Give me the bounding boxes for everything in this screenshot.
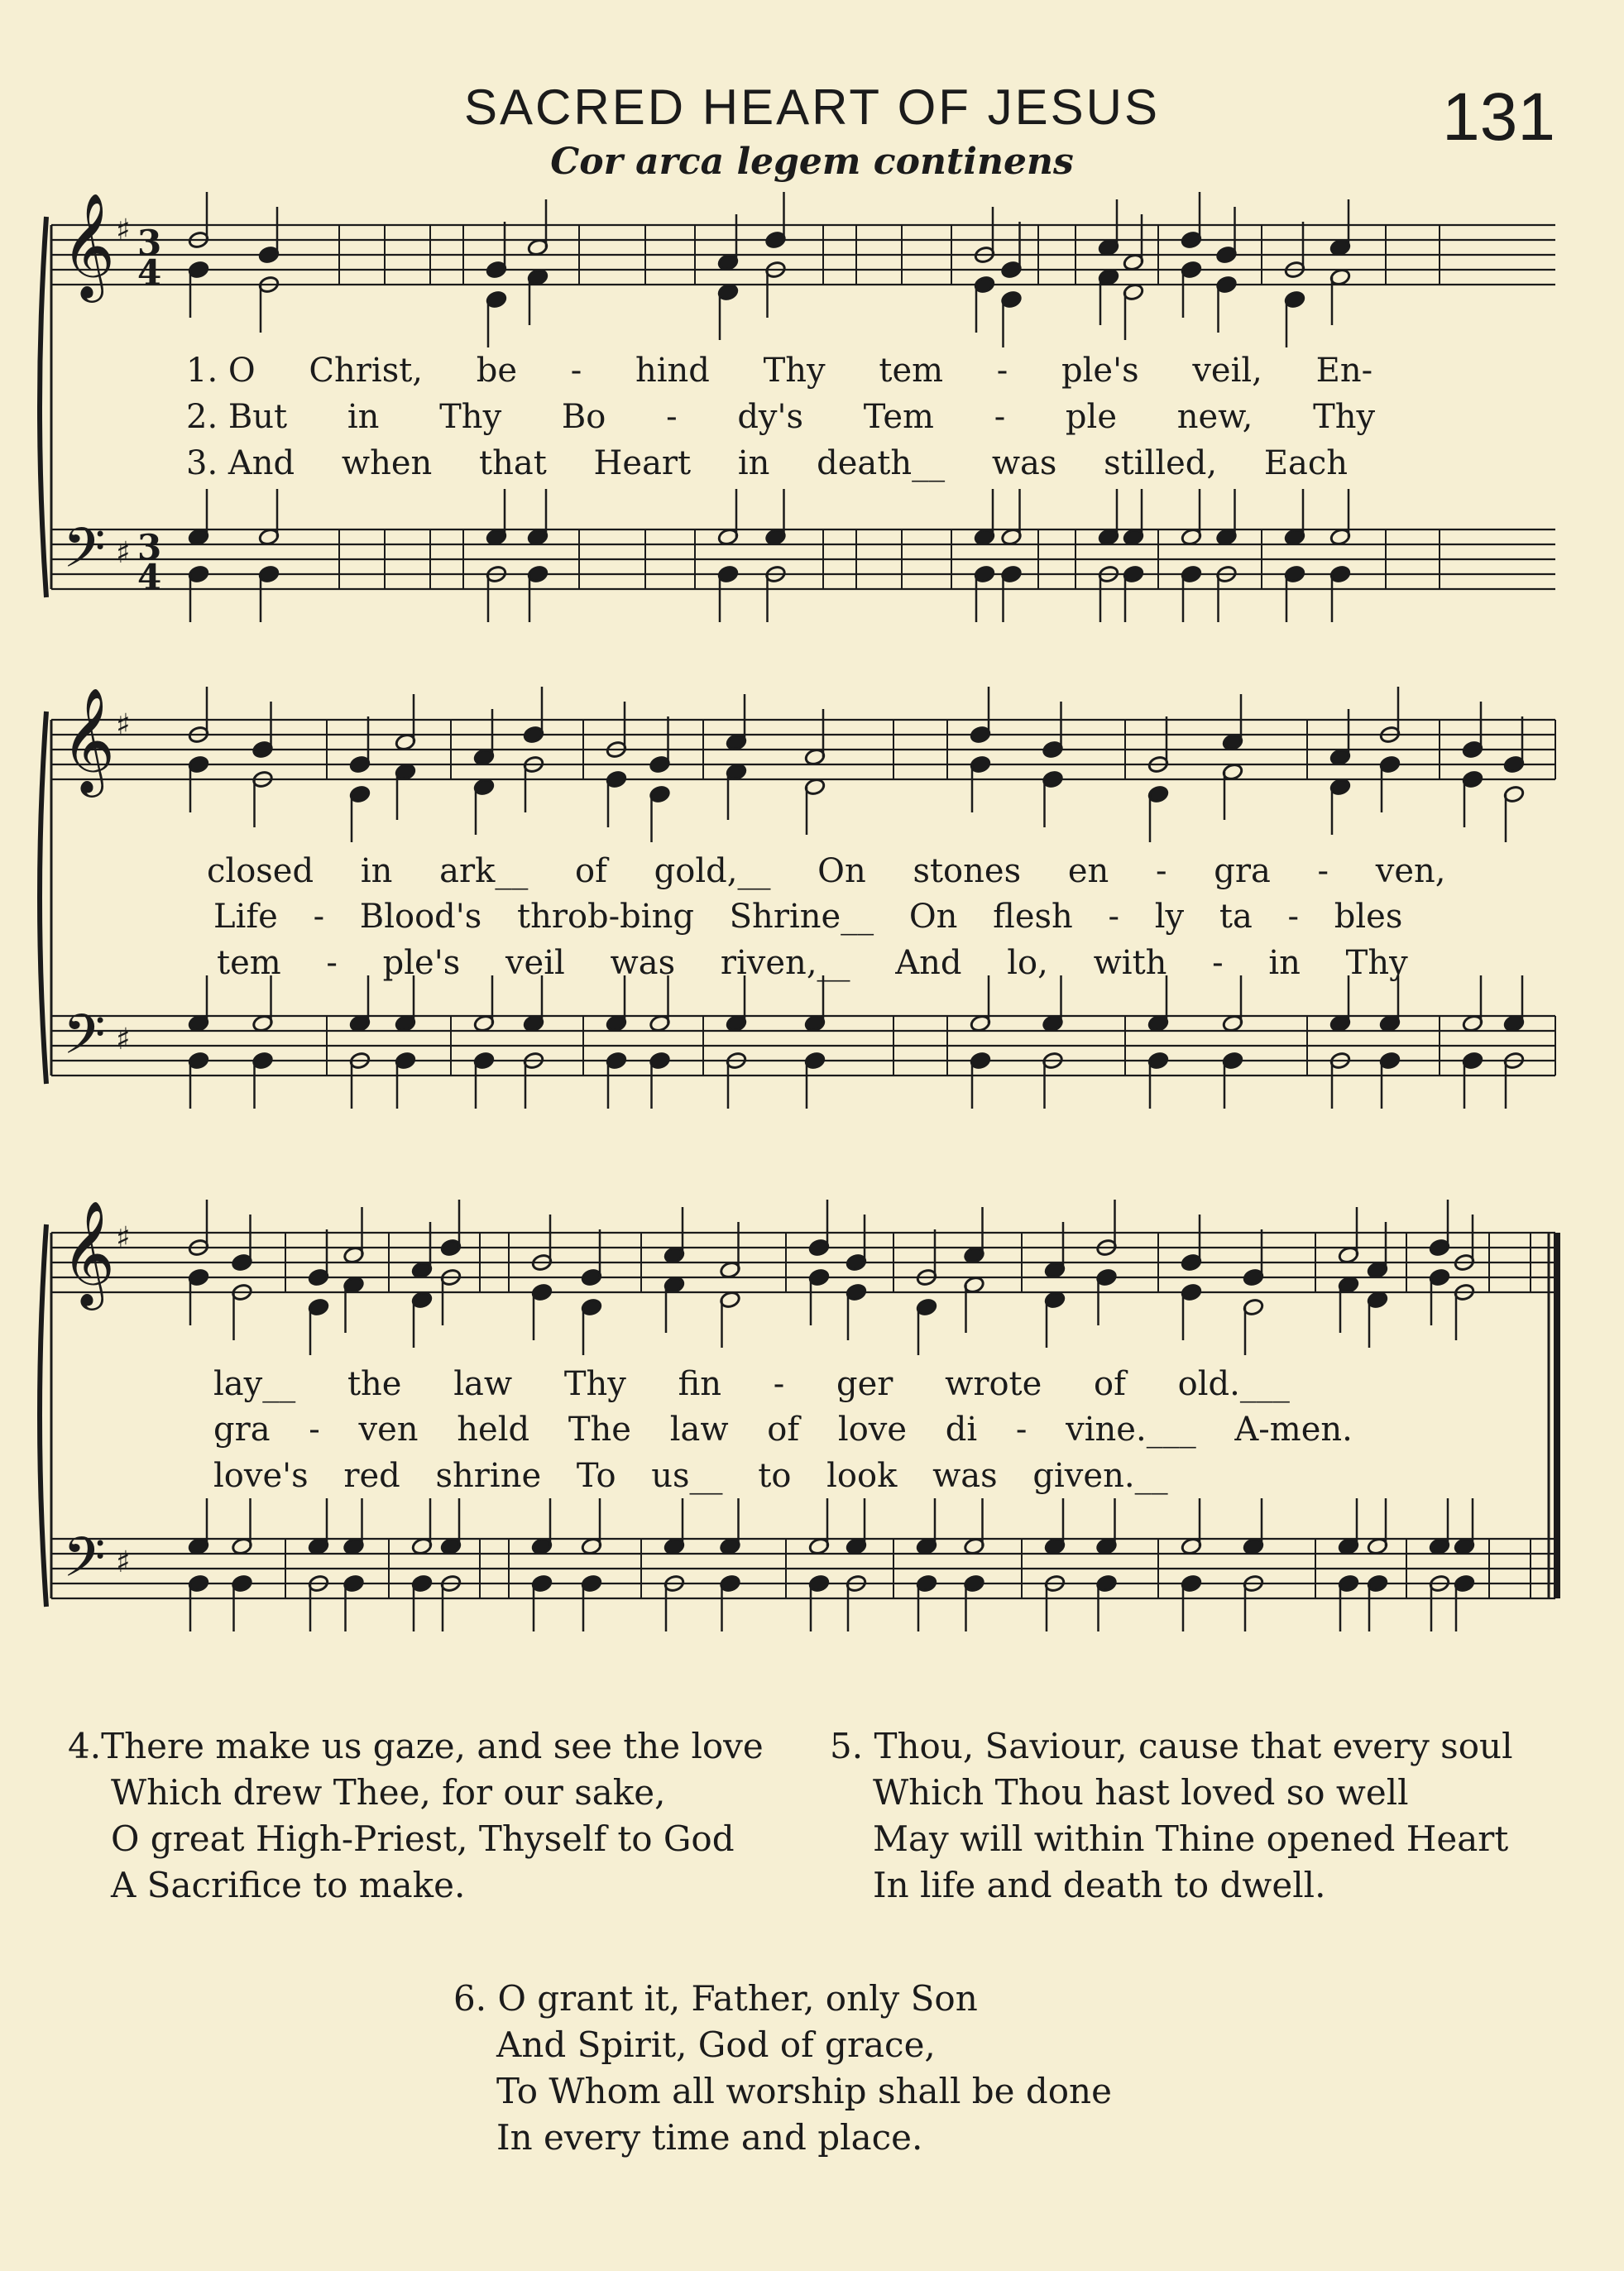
- bass-clef: 𝄢: [63, 516, 106, 593]
- lyric-line-s2-v2: [213, 894, 1402, 940]
- bass-clef: 𝄢: [63, 1003, 106, 1080]
- bass-clef: 𝄢: [63, 1526, 106, 1603]
- treble-clef: 𝄞: [61, 687, 116, 793]
- stanza-line: A Sacrifice to make.: [111, 1865, 466, 1905]
- key-signature-sharp: ♯: [116, 1221, 131, 1255]
- lyric-line-s1-v1: [186, 347, 1372, 394]
- lyric-text: Life - Blood's throb-bing Shrine__ On flesh - ly ta - bles: [213, 898, 1403, 936]
- page-number: 131: [1442, 79, 1555, 155]
- lyric-text: But in Thy Bo - dy's Tem - ple new, Thy: [228, 398, 1376, 436]
- lyric-line-s1-v2: [186, 394, 1375, 440]
- hymn-title: SACRED HEART OF JESUS: [464, 79, 1160, 135]
- lyric-text: And when that Heart in death__ was stilled, Each: [228, 444, 1349, 482]
- lyric-text: lay__ the law Thy fin - ger wrote of old.___: [213, 1365, 1290, 1403]
- stanza-line: Which drew Thee, for our sake,: [111, 1772, 666, 1813]
- key-signature-sharp: ♯: [116, 1545, 131, 1579]
- stanza-line: And Spirit, God of grace,: [496, 2024, 936, 2065]
- stanza-5: [830, 1723, 1513, 1909]
- verse-number: 3.: [186, 444, 218, 482]
- lyric-text: closed in ark__ of gold,__ On stones en - gra - ven,: [207, 852, 1446, 890]
- system-brace: [40, 1224, 46, 1607]
- time-signature: 4: [137, 252, 162, 293]
- treble-clef: 𝄞: [61, 192, 116, 298]
- stanza-4: [68, 1723, 764, 1909]
- stanza-line: May will within Thine opened Heart: [873, 1818, 1509, 1859]
- stanza-line: 4.There make us gaze, and see the love: [68, 1726, 764, 1766]
- key-signature-sharp: ♯: [116, 213, 131, 247]
- time-signature: 4: [137, 557, 162, 597]
- hymn-subtitle: Cor arca legem continens: [550, 141, 1074, 183]
- lyric-line-s1-v3: [186, 440, 1348, 486]
- lyric-text: O Christ, be - hind Thy tem - ple's veil, En-: [228, 352, 1373, 390]
- lyric-text: tem - ple's veil was riven,__ And lo, with - in Thy: [217, 944, 1408, 982]
- stanza-line: O great High-Priest, Thyself to God: [111, 1818, 735, 1859]
- lyric-line-s3-v1: [213, 1361, 1290, 1407]
- key-signature-sharp: ♯: [116, 708, 131, 742]
- key-signature-sharp: ♯: [116, 1023, 131, 1056]
- stanza-line: 5. Thou, Saviour, cause that every soul: [830, 1726, 1513, 1766]
- key-signature-sharp: ♯: [116, 536, 131, 570]
- lyric-line-s3-v3: [213, 1453, 1168, 1499]
- time-signature: 3: [137, 527, 162, 568]
- time-signature: 3: [137, 223, 162, 263]
- system-brace: [40, 711, 46, 1084]
- stanza-6: [453, 1976, 1112, 2161]
- stanza-line: To Whom all worship shall be done: [496, 2071, 1112, 2111]
- lyric-line-s2-v1: [207, 848, 1446, 894]
- lyric-line-s3-v2: [213, 1406, 1353, 1453]
- treble-clef: 𝄞: [61, 1200, 116, 1306]
- verse-number: 2.: [186, 398, 218, 436]
- lyric-text: love's red shrine To us__ to look was given.__: [213, 1457, 1168, 1495]
- stanza-line: 6. O grant it, Father, only Son: [453, 1978, 978, 2019]
- lyric-line-s2-v3: [217, 940, 1408, 986]
- system-brace: [40, 217, 46, 597]
- stanza-line: In every time and place.: [496, 2117, 923, 2158]
- verse-number: 1.: [186, 352, 218, 390]
- stanza-line: Which Thou hast loved so well: [873, 1772, 1409, 1813]
- lyric-text: gra - ven held The law of love di - vine.___ A-men.: [213, 1411, 1353, 1449]
- stanza-line: In life and death to dwell.: [873, 1865, 1326, 1905]
